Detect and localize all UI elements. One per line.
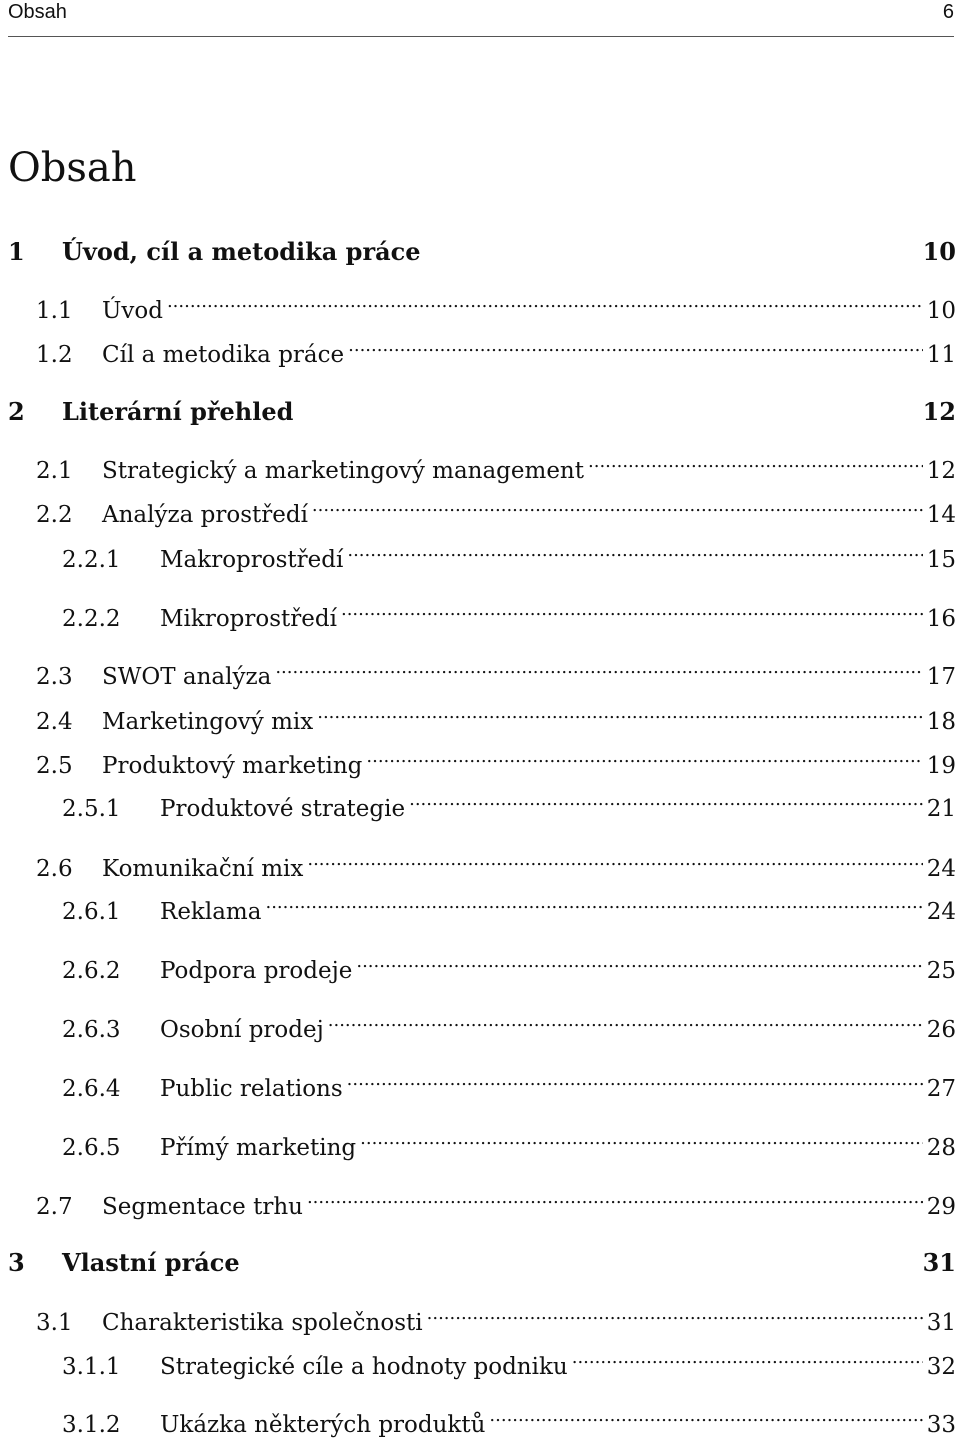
toc-entry-label: Mikroprostředí	[160, 606, 337, 632]
toc-entry-number: 1.1	[36, 298, 73, 324]
toc-entry-subsection[interactable]	[0, 883, 956, 925]
toc-entry-chapter-1[interactable]	[0, 224, 956, 266]
toc-leader	[348, 326, 923, 362]
toc-entry-label: Podpora prodeje	[160, 958, 353, 984]
toc-leader	[572, 1338, 923, 1374]
toc-entry-section[interactable]	[0, 737, 956, 779]
toc-entry-label: Úvod	[102, 298, 163, 324]
toc-entry-page: 31	[926, 1310, 956, 1336]
toc-entry-label: Marketingový mix	[102, 709, 314, 735]
toc-entry-label: Cíl a metodika práce	[102, 342, 345, 368]
toc-entry-section[interactable]	[0, 1178, 956, 1220]
toc-entry-page: 33	[926, 1412, 956, 1438]
toc-entry-page: 25	[926, 958, 956, 984]
toc-entry-label: Charakteristika společnosti	[102, 1310, 423, 1336]
header-title: Obsah	[8, 1, 67, 23]
toc-entry-number: 2.6	[36, 856, 73, 882]
toc-leader	[307, 840, 922, 876]
toc-leader	[425, 224, 919, 260]
toc-leader	[366, 737, 922, 773]
toc-entry-label: Analýza prostředí	[102, 502, 308, 528]
toc-entry-number: 2.5.1	[62, 796, 121, 822]
toc-leader	[341, 590, 923, 626]
toc-entry-label: Strategické cíle a hodnoty podniku	[160, 1354, 568, 1380]
toc-leader	[347, 1060, 923, 1096]
toc-entry-page: 18	[926, 709, 956, 735]
toc-entry-page: 10	[922, 237, 956, 266]
toc-entry-number: 3.1.1	[62, 1354, 121, 1380]
toc-entry-number: 2.4	[36, 709, 73, 735]
toc-entry-label: Osobní prodej	[160, 1017, 324, 1043]
toc-entry-label: Segmentace trhu	[102, 1194, 303, 1220]
toc-entry-number: 2	[8, 397, 25, 426]
toc-entry-label: Produktový marketing	[102, 753, 363, 779]
toc-entry-page: 24	[926, 856, 956, 882]
toc-entry-section[interactable]	[0, 840, 956, 882]
toc-leader	[427, 1294, 923, 1330]
toc-entry-subsection[interactable]	[0, 942, 956, 984]
toc-leader	[317, 693, 922, 729]
toc-leader	[307, 1178, 923, 1214]
toc-entry-label: Komunikační mix	[102, 856, 304, 882]
toc-entry-number: 2.6.1	[62, 899, 121, 925]
toc-leader	[356, 942, 922, 978]
toc-leader	[409, 780, 923, 816]
toc-entry-chapter-2[interactable]	[0, 384, 956, 426]
toc-entry-section[interactable]	[0, 693, 956, 735]
toc-entry-label: SWOT analýza	[102, 664, 272, 690]
toc-entry-label: Přímý marketing	[160, 1135, 357, 1161]
toc-entry-subsection[interactable]	[0, 590, 956, 632]
toc-entry-label: Makroprostředí	[160, 547, 344, 573]
toc-entry-number: 2.6.3	[62, 1017, 121, 1043]
toc-entry-page: 19	[926, 753, 956, 779]
toc-entry-subsection[interactable]	[0, 531, 956, 573]
toc-entry-section[interactable]	[0, 486, 956, 528]
toc-entry-label: Literární přehled	[62, 397, 294, 426]
toc-entry-number: 3	[8, 1248, 25, 1277]
toc-entry-number: 2.2.1	[62, 547, 121, 573]
toc-entry-chapter-3[interactable]	[0, 1235, 956, 1277]
toc-entry-page: 16	[926, 606, 956, 632]
toc-entry-page: 24	[926, 899, 956, 925]
toc-entry-page: 17	[926, 664, 956, 690]
toc-entry-number: 2.1	[36, 458, 73, 484]
toc-entry-number: 2.2.2	[62, 606, 121, 632]
toc-entry-section[interactable]	[0, 1294, 956, 1336]
toc-entry-section[interactable]	[0, 326, 956, 368]
toc-entry-page: 28	[926, 1135, 956, 1161]
toc-entry-label: Ukázka některých produktů	[160, 1412, 486, 1438]
toc-entry-subsection[interactable]	[0, 780, 956, 822]
toc-leader	[275, 648, 922, 684]
toc-entry-label: Strategický a marketingový management	[102, 458, 584, 484]
toc-entry-label: Reklama	[160, 899, 262, 925]
toc-entry-page: 32	[926, 1354, 956, 1380]
toc-entry-number: 2.6.2	[62, 958, 121, 984]
toc-entry-page: 12	[922, 397, 956, 426]
toc-entry-page: 14	[926, 502, 956, 528]
toc-entry-number: 1	[8, 237, 25, 266]
toc-entry-page: 15	[926, 547, 956, 573]
toc-entry-label: Úvod, cíl a metodika práce	[62, 237, 421, 266]
header-page-number: 6	[942, 1, 954, 23]
toc-entry-page: 26	[926, 1017, 956, 1043]
toc-entry-label: Produktové strategie	[160, 796, 406, 822]
toc-entry-page: 27	[926, 1076, 956, 1102]
toc-entry-number: 3.1	[36, 1310, 73, 1336]
toc-leader	[244, 1235, 919, 1271]
toc-leader	[312, 486, 923, 522]
toc-entry-page: 29	[926, 1194, 956, 1220]
toc-entry-section[interactable]	[0, 282, 956, 324]
toc-entry-subsection[interactable]	[0, 1338, 956, 1380]
toc-entry-page: 11	[926, 342, 956, 368]
toc-leader	[588, 442, 923, 478]
toc-entry-number: 2.3	[36, 664, 73, 690]
toc-entry-number: 3.1.2	[62, 1412, 121, 1438]
toc-entry-subsection[interactable]	[0, 1001, 956, 1043]
toc-entry-number: 2.6.4	[62, 1076, 121, 1102]
toc-entry-label: Vlastní práce	[62, 1248, 240, 1277]
toc-leader	[167, 282, 923, 318]
toc-leader	[347, 531, 922, 567]
toc-entry-number: 1.2	[36, 342, 73, 368]
toc-entry-page: 12	[926, 458, 956, 484]
toc-heading: Obsah	[8, 145, 137, 191]
toc-leader	[489, 1396, 922, 1432]
toc-entry-subsection[interactable]	[0, 1396, 956, 1438]
toc-entry-number: 2.6.5	[62, 1135, 121, 1161]
toc-entry-label: Public relations	[160, 1076, 343, 1102]
toc-entry-number: 2.2	[36, 502, 73, 528]
toc-entry-subsection[interactable]	[0, 1060, 956, 1102]
toc-entry-page: 31	[922, 1248, 956, 1277]
toc-entry-page: 21	[926, 796, 956, 822]
toc-entry-section[interactable]	[0, 648, 956, 690]
toc-entry-number: 2.7	[36, 1194, 73, 1220]
toc-leader	[265, 883, 922, 919]
toc-entry-section[interactable]	[0, 442, 956, 484]
toc-leader	[360, 1119, 923, 1155]
toc-entry-page: 10	[926, 298, 956, 324]
toc-entry-subsection[interactable]	[0, 1119, 956, 1161]
toc-leader	[297, 384, 918, 420]
toc-leader	[328, 1001, 923, 1037]
toc-entry-number: 2.5	[36, 753, 73, 779]
